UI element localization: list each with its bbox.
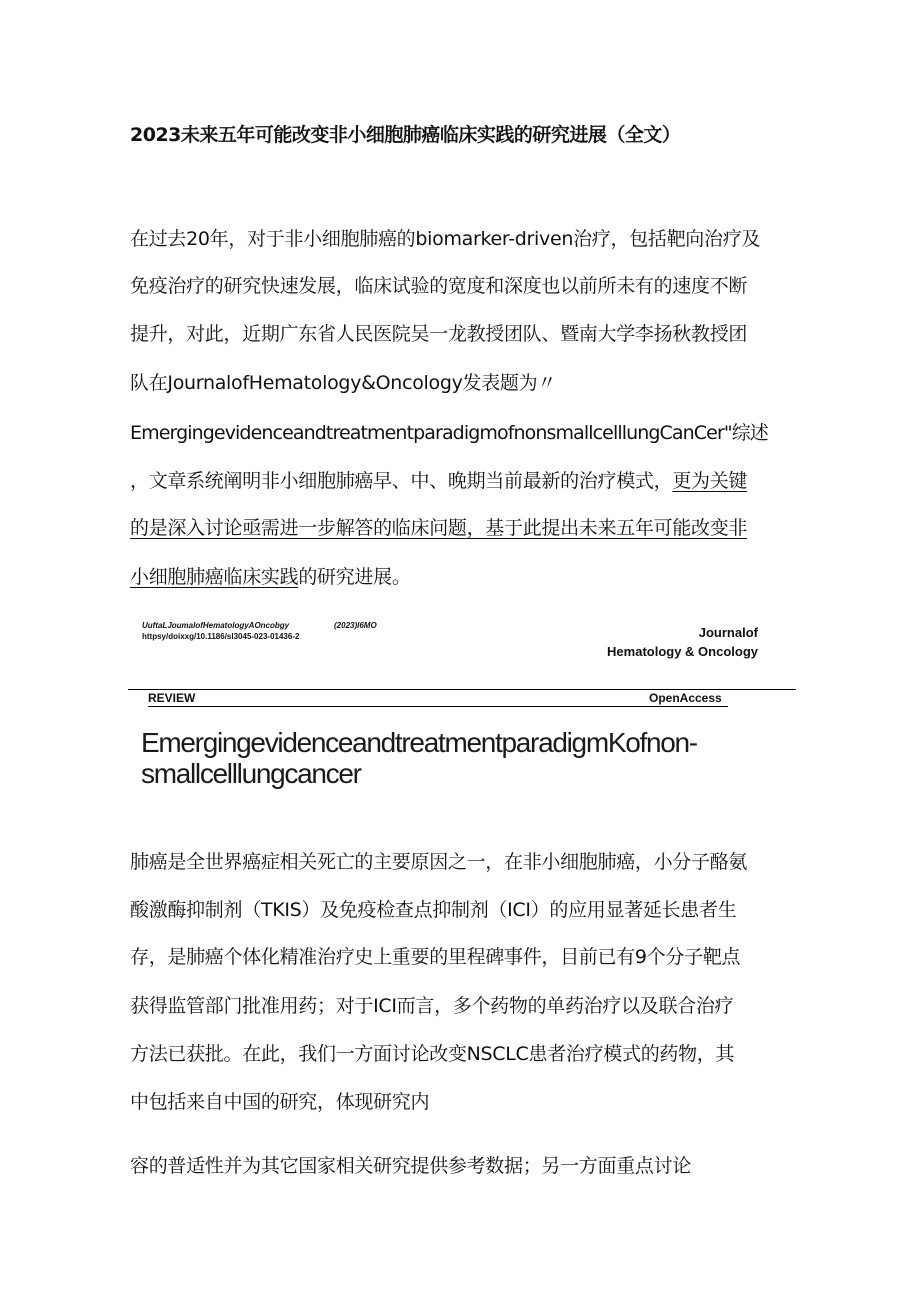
body-line-3: 存，是肺癌个体化精准治疗史上重要的里程碑事件，目前已有9个分子靶点 [130, 946, 741, 968]
body-line-7: 容的普适性并为其它国家相关研究提供参考数据；另一方面重点讨论 [130, 1155, 692, 1177]
intro-line-6 [130, 469, 747, 493]
article-title-line-2: smallcelllungcancer [141, 758, 361, 789]
key-point-underline-end: 小细胞肺癌临床实践 [130, 566, 299, 588]
intro-line-2: 免疫治疗的研究快速发展，临床试验的宽度和深度也以前所未有的速度不断 [130, 275, 748, 297]
intro-line-8 [130, 565, 411, 589]
body-line-6: 中包括来自中国的研究，体现研究内 [130, 1091, 430, 1113]
header-divider [128, 689, 796, 690]
key-point-underline-middle: 的是深入讨论亟需进一步解答的临床问题，基于此提出未来五年可能改变非 [130, 517, 748, 539]
review-label: REVIEW [148, 691, 196, 705]
document-title: 2023未来五年可能改变非小细胞肺癌临床实践的研究进展（全文） [130, 124, 681, 146]
journal-logo-line-1: Journalof [698, 625, 758, 640]
journal-logo-line-2: Hematology & Oncology [607, 644, 758, 659]
citation-journal: UuftaLJoumalofHematologyAOncobgy [142, 621, 290, 630]
article-title-line-1: EmergingevidenceandtreatmentparadigmKofnon- [141, 727, 697, 758]
body-line-1: 肺癌是全世界癌症相关死亡的主要原因之一，在非小细胞肺癌，小分子酪氨 [130, 851, 748, 873]
intro-line-8-text: 的研究进展。 [298, 566, 411, 588]
intro-line-4: 队在JournalofHematology&Oncology发表题为〃 [130, 372, 557, 394]
open-access-label: OpenAccess [649, 691, 722, 705]
label-underline [148, 706, 728, 707]
intro-line-6-text: ，文章系统阐明非小细胞肺癌早、中、晚期当前最新的治疗模式， [130, 470, 673, 492]
key-point-underline-start: 更为关键 [672, 470, 748, 492]
intro-line-3: 提升，对此，近期广东省人民医院吴一龙教授团队、暨南大学李扬秋教授团 [130, 323, 748, 345]
body-line-2: 酸激酶抑制剂（TKIS）及免疫检查点抑制剂（ICI）的应用显著延长患者生 [130, 899, 737, 921]
citation-doi: httpsy/doixxg/10.1186/sl3045-023-01436-2 [142, 632, 300, 641]
intro-line-1: 在过去20年，对于非小细胞肺癌的biomarker-driven治疗，包括靶向治疗及 [130, 228, 761, 250]
body-line-4: 获得监管部门批准用药；对于ICI而言，多个药物的单药治疗以及联合治疗 [130, 995, 734, 1017]
intro-line-5: EmergingevidenceandtreatmentparadigmofnonsmallcelllungCanCer"综述 [130, 422, 768, 444]
citation-year: (2023)I6MO [334, 621, 377, 630]
body-line-5: 方法已获批。在此，我们一方面讨论改变NSCLC患者治疗模式的药物，其 [130, 1043, 735, 1065]
